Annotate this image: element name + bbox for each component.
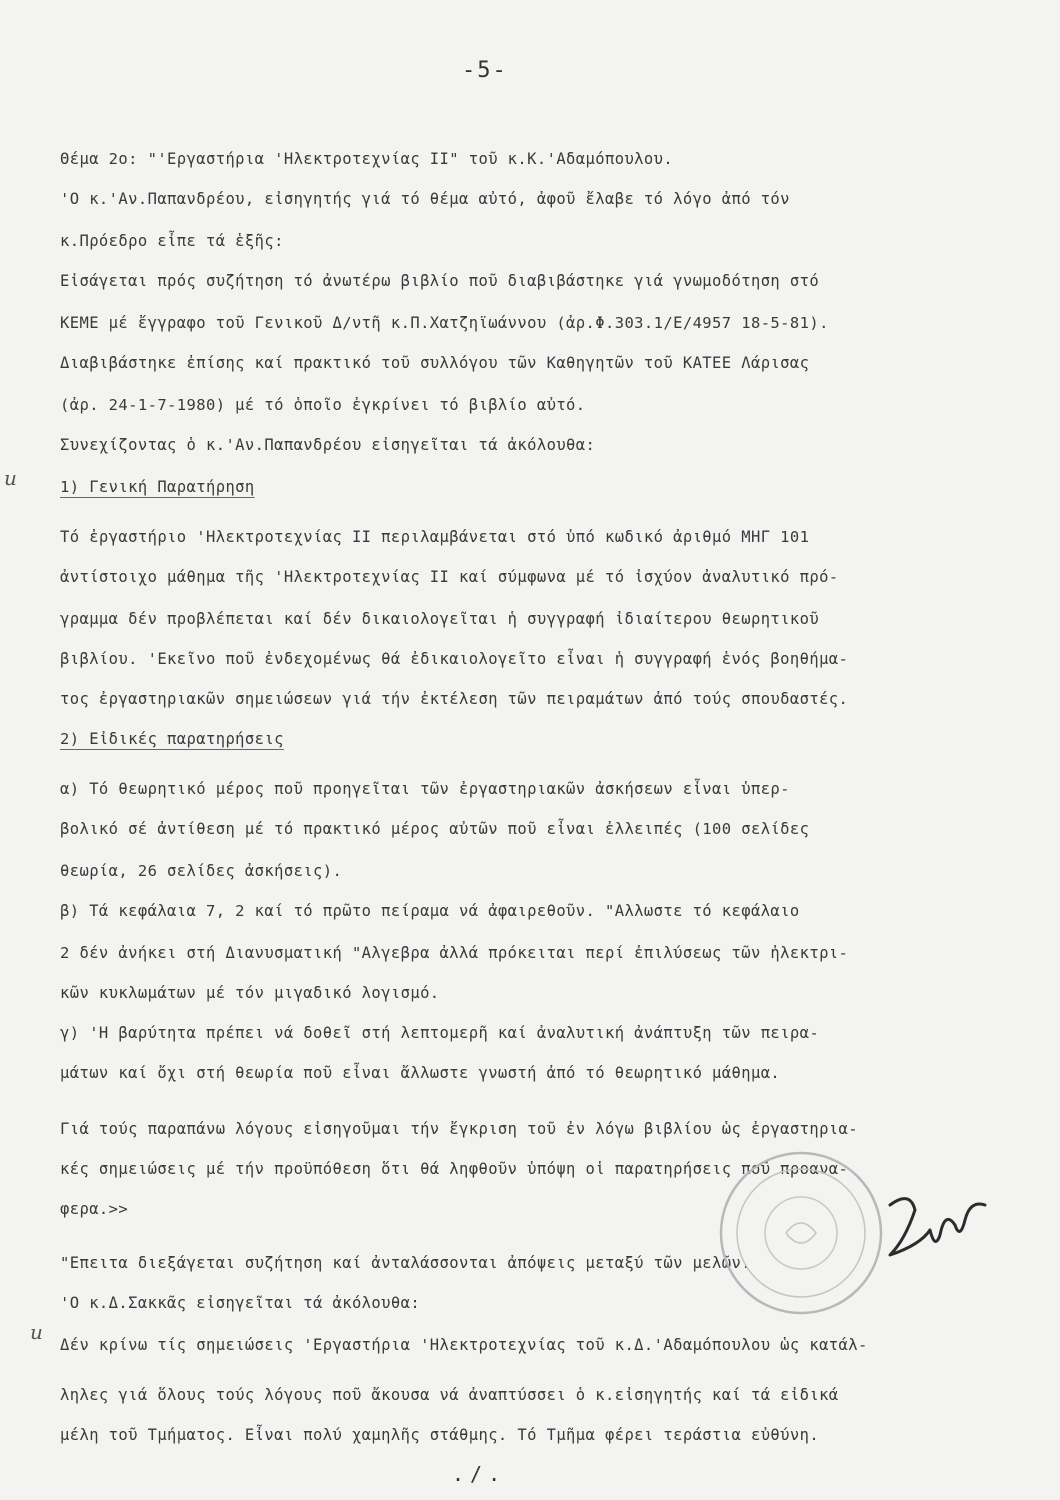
text-line: μάτων καί ὄχι στή θεωρία ποῦ εἶναι ἄλλωστε γνωστή ἀπό τό θεωρητικό μάθημα. [60, 1064, 781, 1082]
text-line: ΚΕΜΕ μέ ἔγγραφο τοῦ Γενικοῦ Δ/ντῆ κ.Π.Χατζηϊωάννου (ἀρ.Φ.303.1/Ε/4957 18-5-81). [60, 314, 829, 332]
continuation-mark: ./. [452, 1462, 507, 1486]
text-line: Θέμα 2ο: "'Εργαστήρια 'Ηλεκτροτεχνίας ΙΙ" τοῦ κ.Κ.'Αδαμόπουλου. [60, 150, 674, 168]
text-line: ληλες γιά ὅλους τούς λόγους ποῦ ἄκουσα νά ἀναπτύσσει ὁ κ.εἰσηγητής καί τά εἰδικά [60, 1386, 839, 1404]
text-line: Δέν κρίνω τίς σημειώσεις 'Εργαστήρια 'Ηλεκτροτεχνίας τοῦ κ.Δ.'Αδαμόπουλου ὡς κατάλ- [60, 1336, 868, 1354]
text-line: γραμμα δέν προβλέπεται καί δέν δικαιολογεῖται ἡ συγγραφή ἰδιαίτερου θεωρητικοῦ [60, 610, 820, 628]
text-line: (ἀρ. 24-1-7-1980) μέ τό ὁποῖο ἐγκρίνει τό βιβλίο αὐτό. [60, 396, 586, 414]
text-line: 2 δέν ἀνήκει στή Διανυσματική "Αλγεβρα ἀλλά πρόκειται περί ἐπιλύσεως τῶν ἠλεκτρι- [60, 944, 849, 962]
text-line: μέλη τοῦ Τμήματος. Εἶναι πολύ χαμηλῆς στάθμης. Τό Τμῆμα φέρει τεράστια εὐθύνη. [60, 1426, 820, 1444]
text-line: θεωρία, 26 σελίδες ἀσκήσεις). [60, 862, 343, 880]
text-line: Εἰσάγεται πρός συζήτηση τό ἀνωτέρω βιβλίο ποῦ διαβιβάστηκε γιά γνωμοδότηση στό [60, 272, 820, 290]
text-line: Διαβιβάστηκε ἐπίσης καί πρακτικό τοῦ συλλόγου τῶν Καθηγητῶν τοῦ ΚΑΤΕΕ Λάρισας [60, 354, 810, 372]
text-line: κές σημειώσεις μέ τήν προϋπόθεση ὅτι θά ληφθοῦν ὑπόψη οἱ παρατηρήσεις ποῦ προανα- [60, 1160, 849, 1178]
text-line: φερα.>> [60, 1200, 129, 1218]
margin-mark-2: u [30, 1320, 43, 1344]
handwritten-signature [880, 1180, 990, 1270]
text-line: α) Τό θεωρητικό μέρος ποῦ προηγεῖται τῶν ἐργαστηριακῶν ἀσκήσεων εἶναι ὑπερ- [60, 780, 790, 798]
text-line: βιβλίου. 'Εκεῖνο ποῦ ἐνδεχομένως θά ἐδικαιολογεῖτο εἶναι ἡ συγγραφή ἑνός βοηθήμα- [60, 650, 849, 668]
text-line: Τό ἐργαστήριο 'Ηλεκτροτεχνίας ΙΙ περιλαμβάνεται στό ὑπό κωδικό ἀριθμό ΜΗΓ 101 [60, 528, 810, 546]
section-heading-specific: 2) Εἰδικές παρατηρήσεις [60, 730, 284, 748]
text-line: κ.Πρόεδρο εἶπε τά ἑξῆς: [60, 232, 284, 250]
text-line: γ) 'Η βαρύτητα πρέπει νά δοθεῖ στή λεπτομερῆ καί ἀναλυτική ἀνάπτυξη τῶν πειρα- [60, 1024, 820, 1042]
page-number: -5- [462, 58, 508, 83]
text-line: β) Τά κεφάλαια 7, 2 καί τό πρῶτο πείραμα νά ἀφαιρεθοῦν. "Αλλωστε τό κεφάλαιο [60, 902, 800, 920]
text-line: Γιά τούς παραπάνω λόγους εἰσηγοῦμαι τήν ἔγκριση τοῦ ἐν λόγω βιβλίου ὡς ἐργαστηρια- [60, 1120, 859, 1138]
text-line: βολικό σέ ἀντίθεση μέ τό πρακτικό μέρος αὐτῶν ποῦ εἶναι ἐλλειπές (100 σελίδες [60, 820, 810, 838]
text-line: 'Ο κ.Δ.Σακκᾶς εἰσηγεῖται τά ἀκόλουθα: [60, 1294, 421, 1312]
text-line: ἀντίστοιχο μάθημα τῆς 'Ηλεκτροτεχνίας ΙΙ καί σύμφωνα μέ τό ἰσχύον ἀναλυτικό πρό- [60, 568, 839, 586]
margin-mark-1: u [4, 466, 17, 490]
text-line: κῶν κυκλωμάτων μέ τόν μιγαδικό λογισμό. [60, 984, 440, 1002]
official-stamp-seal [716, 1148, 886, 1318]
text-line: 'Ο κ.'Αν.Παπανδρέου, εἰσηγητής γιά τό θέμα αὐτό, ἀφοῦ ἔλαβε τό λόγο ἀπό τόν [60, 190, 790, 208]
text-line: Συνεχίζοντας ὁ κ.'Αν.Παπανδρέου εἰσηγεῖται τά ἀκόλουθα: [60, 436, 596, 454]
section-heading-general: 1) Γενική Παρατήρηση [60, 478, 255, 496]
text-line: "Επειτα διεξάγεται συζήτηση καί ἀνταλάσσονται ἀπόψεις μεταξύ τῶν μελῶν. [60, 1254, 751, 1272]
text-line: τος ἐργαστηριακῶν σημειώσεων γιά τήν ἐκτέλεση τῶν πειραμάτων ἀπό τούς σπουδαστές. [60, 690, 849, 708]
